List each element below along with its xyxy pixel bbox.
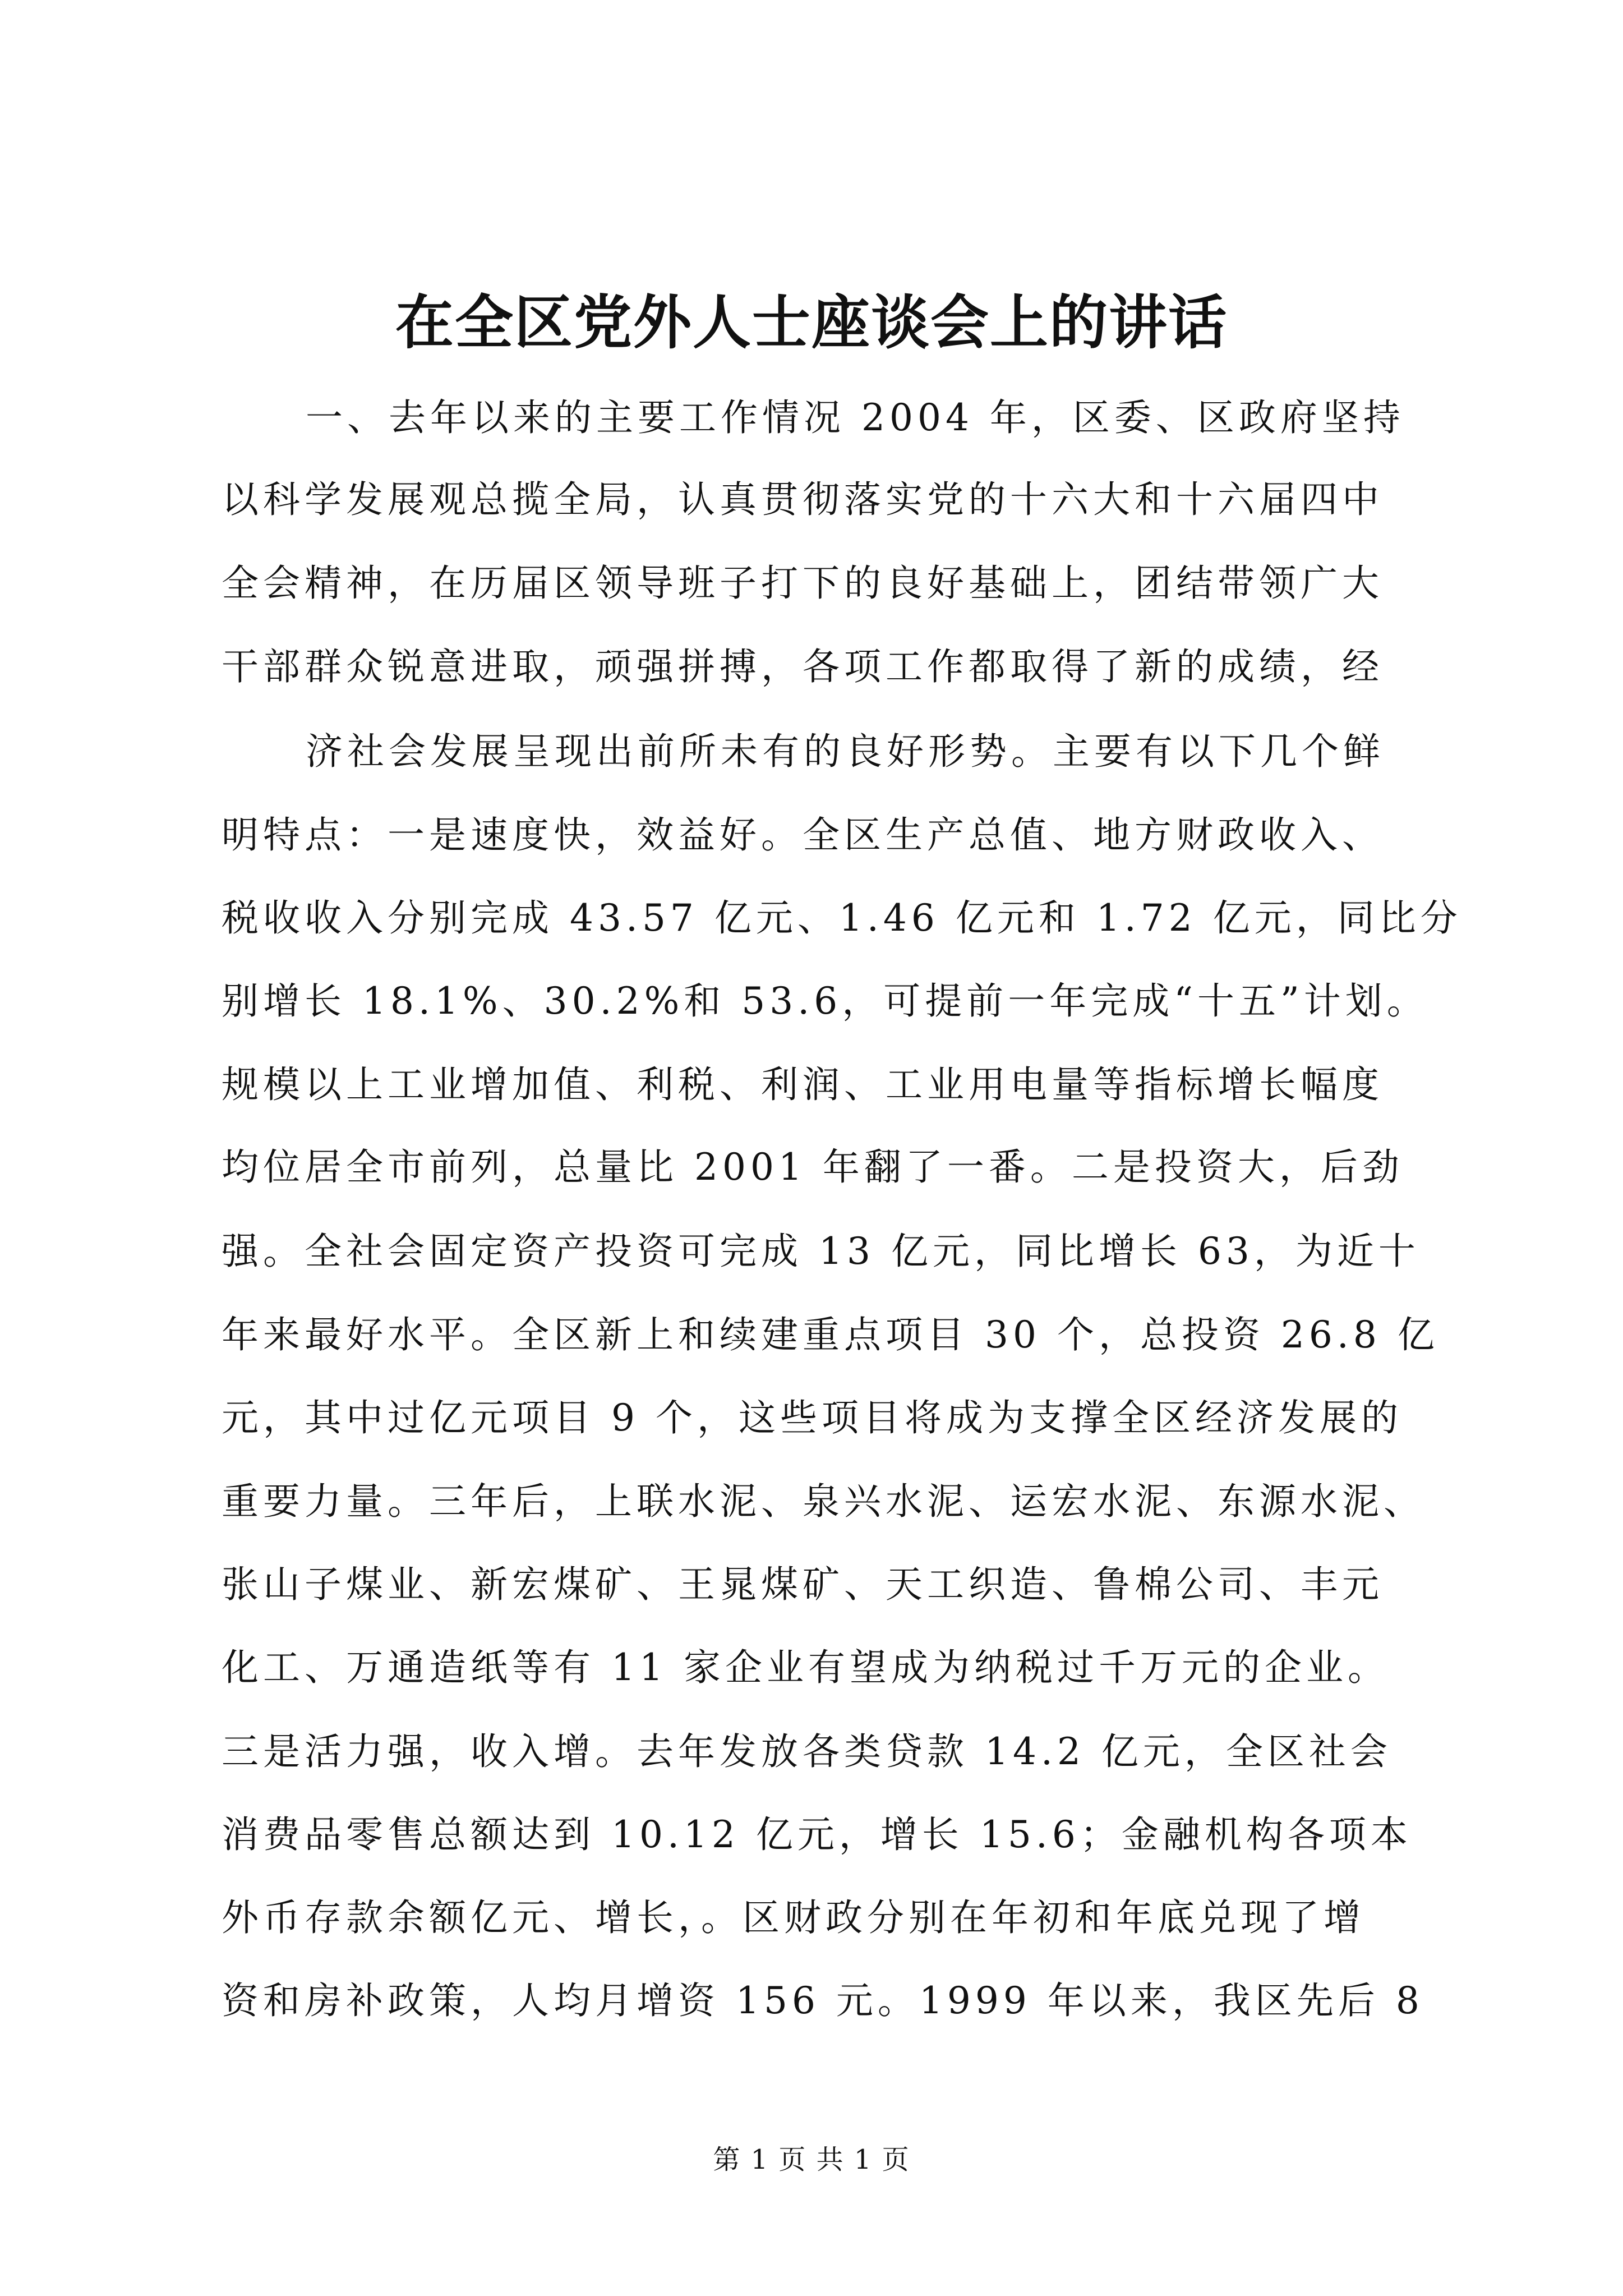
- body-line: 均位居全市前列，总量比 2001 年翻了一番。二是投资大，后劲: [222, 1145, 1404, 1189]
- body-line: 化工、万通造纸等有 11 家企业有望成为纳税过千万元的企业。: [222, 1646, 1389, 1689]
- body-line: 强。全社会固定资产投资可完成 13 亿元，同比增长 63，为近十: [222, 1230, 1420, 1273]
- body-line: 消费品零售总额达到 10.12 亿元，增长 15.6；金融机构各项本: [222, 1813, 1412, 1856]
- body-line: 重要力量。三年后，上联水泥、泉兴水泥、运宏水泥、东源水泥、: [222, 1480, 1425, 1523]
- body-line: 元，其中过亿元项目 9 个，这些项目将成为支撑全区经济发展的: [222, 1396, 1403, 1439]
- body-line: 以科学发展观总揽全局，认真贯彻落实党的十六大和十六届四中: [222, 478, 1384, 521]
- body-line: 济社会发展呈现出前所未有的良好形势。主要有以下几个鲜: [306, 730, 1385, 773]
- body-line: 一、去年以来的主要工作情况 2004 年，区委、区政府坚持: [306, 396, 1405, 439]
- page-footer: 第 1 页 共 1 页: [713, 2144, 910, 2175]
- body-line: 年来最好水平。全区新上和续建重点项目 30 个，总投资 26.8 亿: [222, 1313, 1439, 1356]
- body-line: 张山子煤业、新宏煤矿、王晁煤矿、天工织造、鲁棉公司、丰元: [222, 1563, 1384, 1606]
- body-line: 别增长 18.1%、30.2%和 53.6，可提前一年完成“十五”计划。: [222, 979, 1428, 1023]
- document-title: 在全区党外人士座谈会上的讲话: [395, 288, 1228, 357]
- body-line: 资和房补政策，人均月增资 156 元。1999 年以来，我区先后 8: [222, 1979, 1424, 2022]
- body-line: 明特点：一是速度快，效益好。全区生产总值、地方财政收入、: [222, 813, 1384, 857]
- body-line: 规模以上工业增加值、利税、利润、工业用电量等指标增长幅度: [222, 1063, 1384, 1106]
- body-line: 干部群众锐意进取，顽强拼搏，各项工作都取得了新的成绩，经: [222, 645, 1384, 688]
- body-line: 全会精神，在历届区领导班子打下的良好基础上，团结带领广大: [222, 562, 1384, 605]
- body-line: 三是活力强，收入增。去年发放各类贷款 14.2 亿元，全区社会: [222, 1730, 1392, 1773]
- body-line: 税收收入分别完成 43.57 亿元、1.46 亿元和 1.72 亿元，同比分: [222, 896, 1462, 940]
- body-line: 外币存款余额亿元、增长，。区财政分别在年初和年底兑现了增: [222, 1896, 1365, 1939]
